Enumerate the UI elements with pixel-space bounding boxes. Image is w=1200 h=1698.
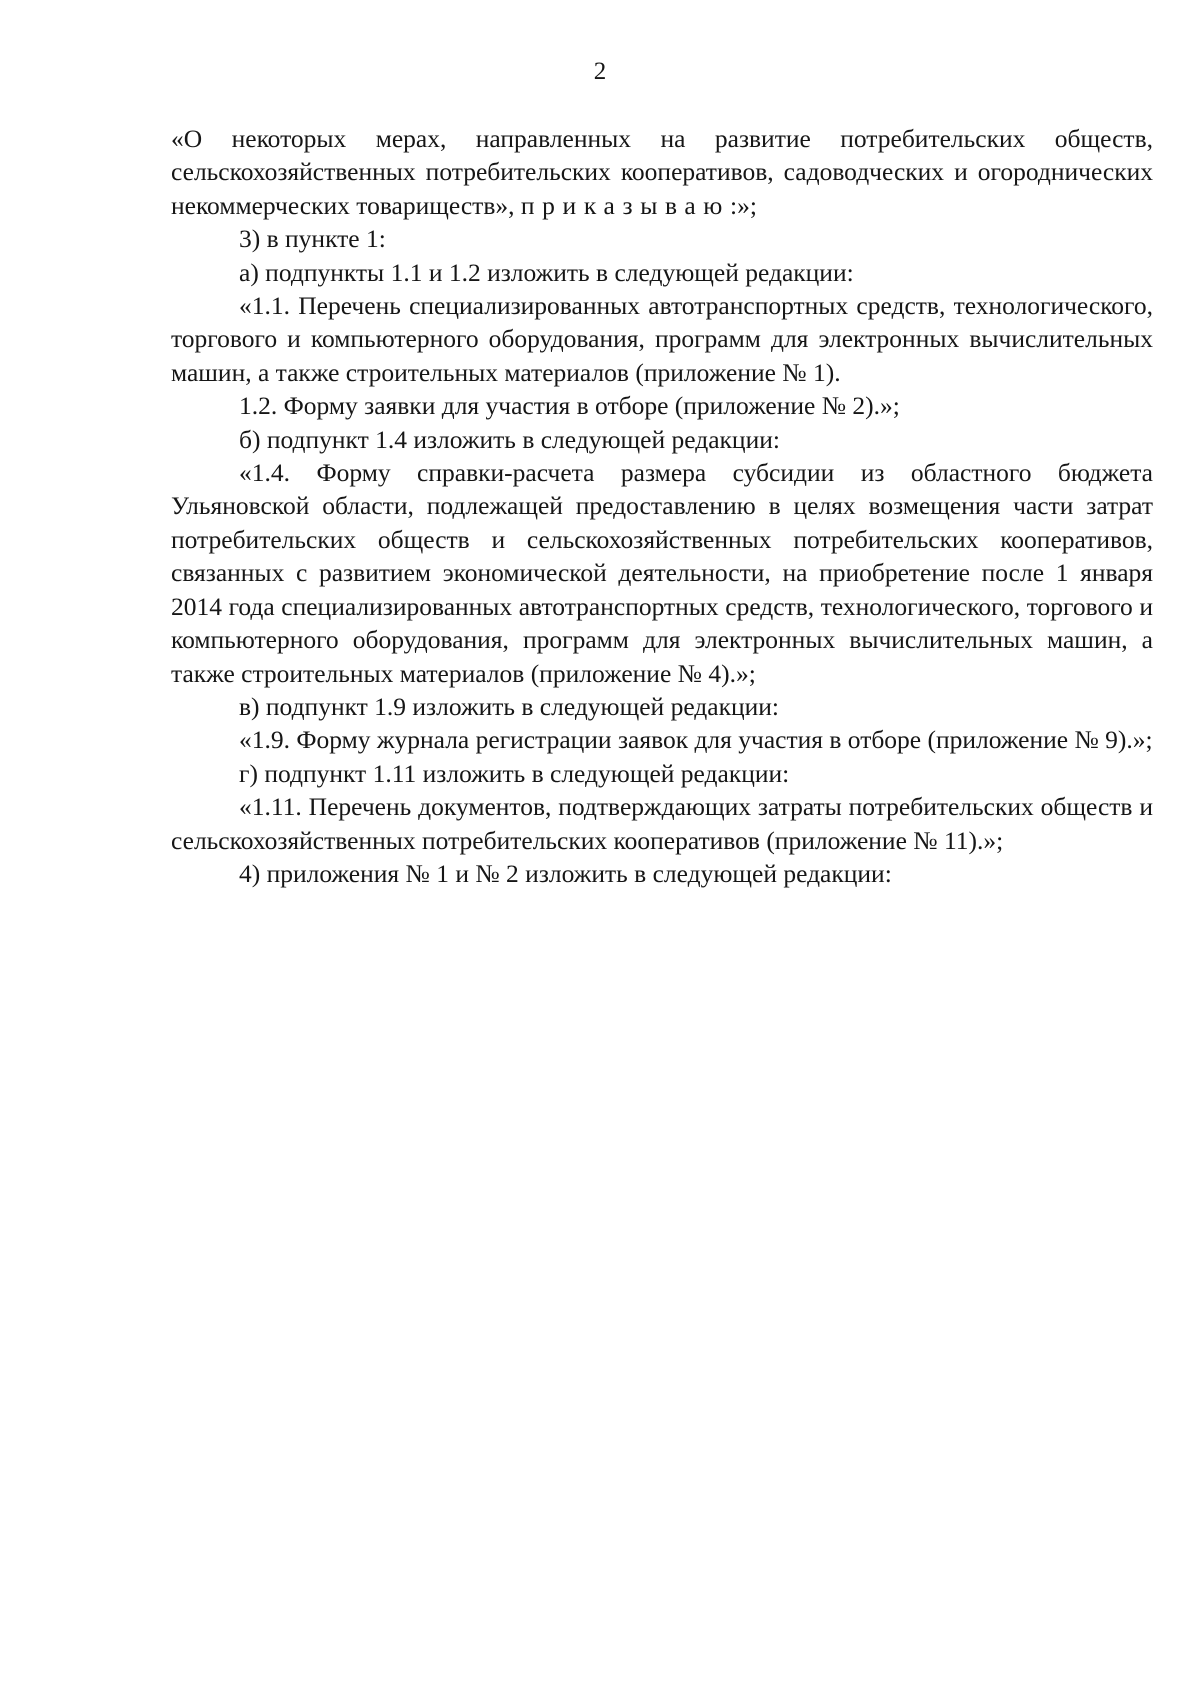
paragraph-item-1-2: 1.2. Форму заявки для участия в отборе (приложение № 2).»; (239, 391, 900, 421)
page-number: 2 (593, 58, 607, 85)
paragraph-item-1-1: «1.1. Перечень специализированных автотранспортных средств, технологического, торгового и компьютерного оборудования, программ для электронных вычислительных машин, а также строительных материалов (приложение № 1). (171, 291, 1153, 387)
paragraph-point-4: 4) приложения № 1 и № 2 изложить в следующей редакции: (239, 858, 892, 888)
paragraph-subpoint-g: г) подпункт 1.11 изложить в следующей редакции: (239, 758, 790, 788)
intro-paragraph (171, 122, 1153, 222)
paragraph-item-1-4: «1.4. Форму справки-расчета размера субсидии из областного бюджета Ульяновской области, подлежащей предоставлению в целях возмещения части затрат потребительских обществ и сельскохозяйственных потребительских кооперативов, связанных с развитием экономической деятельности, на приобретение после 1 января 2014 года специализированных автотранспортных средств, технологического, торгового и компьютерного оборудования, программ для электронных вычислительных машин, а также строительных материалов (приложение № 4).»; (171, 458, 1153, 688)
paragraph-point-1: 3) в пункте 1: (239, 224, 386, 254)
paragraph-item-1-9: «1.9. Форму журнала регистрации заявок для участия в отборе (приложение № 9).»; (239, 725, 1153, 755)
paragraph-subpoint-b: б) подпункт 1.4 изложить в следующей редакции: (239, 424, 780, 454)
order-word: приказываю (520, 190, 731, 220)
intro-tail: :»; (730, 190, 757, 220)
paragraph-subpoint-v: в) подпункт 1.9 изложить в следующей редакции: (239, 691, 780, 721)
intro-text: «О некоторых мерах, направленных на развитие потребительских обществ, сельскохозяйственных потребительских кооперативов, садоводческих и огороднических некоммерческих товариществ», (171, 124, 1153, 220)
paragraph-subpoint-a: а) подпункты 1.1 и 1.2 изложить в следующей редакции: (239, 257, 854, 287)
paragraph-item-1-11: «1.11. Перечень документов, подтверждающих затраты потребительских обществ и сельскохозяйственных потребительских кооперативов (приложение № 11).»; (171, 792, 1153, 855)
document-body (171, 122, 1153, 890)
